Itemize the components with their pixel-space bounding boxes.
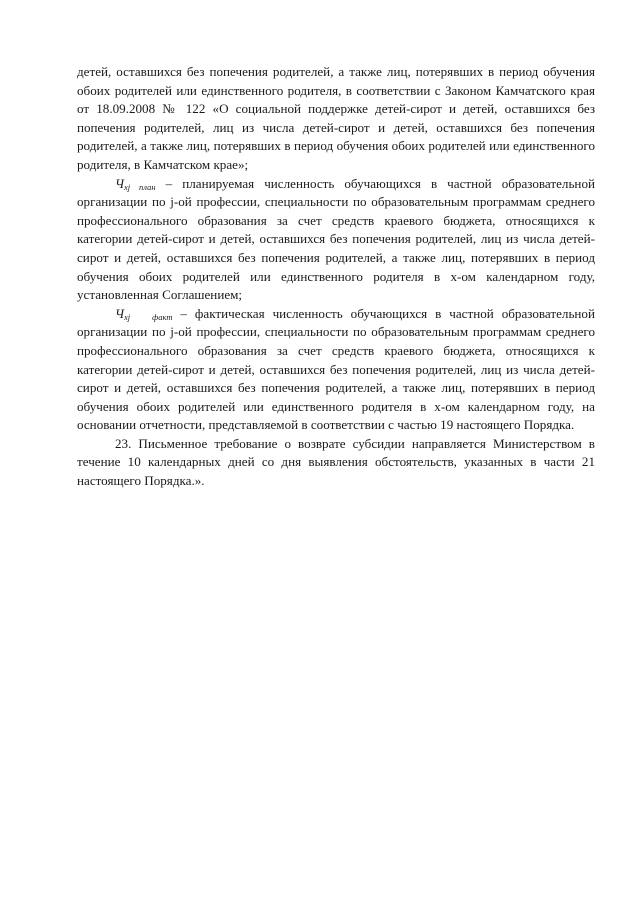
paragraph-actual-count [77, 305, 595, 435]
paragraph-definitions-intro: детей, оставшихся без попечения родителей, а также лиц, потерявших в период обучения обоих родителей или единственного родителя, в соответствии с Законом Камчатского края от 18.09.2008 № 122 «О социальной поддержке детей-сирот и детей, оставшихся без попечения родителей, лиц из числа детей-сирот и детей, оставшихся без попечения родителей, а также лиц, потерявших в период обучения обоих родителей или единственного родителя, в Камчатском крае»; [77, 64, 595, 172]
symbol-subscript: xj [124, 311, 131, 322]
paragraph-item-23: 23. Письменное требование о возврате субсидии направляется Министерством в течение 10 календарных дней со дня выявления обстоятельств, указанных в части 21 настоящего Порядка.». [77, 435, 595, 489]
paragraph-planned-count [77, 175, 595, 305]
symbol-main: Ч [115, 305, 125, 321]
document-page [77, 63, 595, 491]
formula-symbol-actual [115, 306, 172, 321]
paragraph-text: – фактическая численность обучающихся в частной образовательной организации по j-ой профессии, специальности по образовательным программам среднего профессионального образования за счет средств краевого бюджета, относящихся к категории детей-сирот и детей, оставшихся без попечения родителей, лиц из числа детей-сирот и детей, оставшихся без попечения родителей, а также лиц, потерявших в период обучения обоих родителей или единственного родителя в x-ом календарном году, на основании отчетности, представляемой в соответствии с частью 19 настоящего Порядка. [77, 305, 595, 433]
symbol-main: Ч [115, 175, 125, 191]
formula-symbol-planned [115, 176, 156, 191]
symbol-subscript-2: факт [152, 311, 173, 322]
symbol-subscript: xj план [124, 181, 156, 192]
paragraph-text: – планируемая численность обучающихся в частной образовательной организации по j-ой профессии, специальности по образовательным программам среднего профессионального образования за счет средств краевого бюджета, относящихся к категории детей-сирот и детей, оставшихся без попечения родителей, лиц из числа детей-сирот и детей, оставшихся без попечения родителей, а также лиц, потерявших в период обучения обоих родителей или единственного родителя в x-ом календарном году, установленная Соглашением; [77, 175, 595, 303]
